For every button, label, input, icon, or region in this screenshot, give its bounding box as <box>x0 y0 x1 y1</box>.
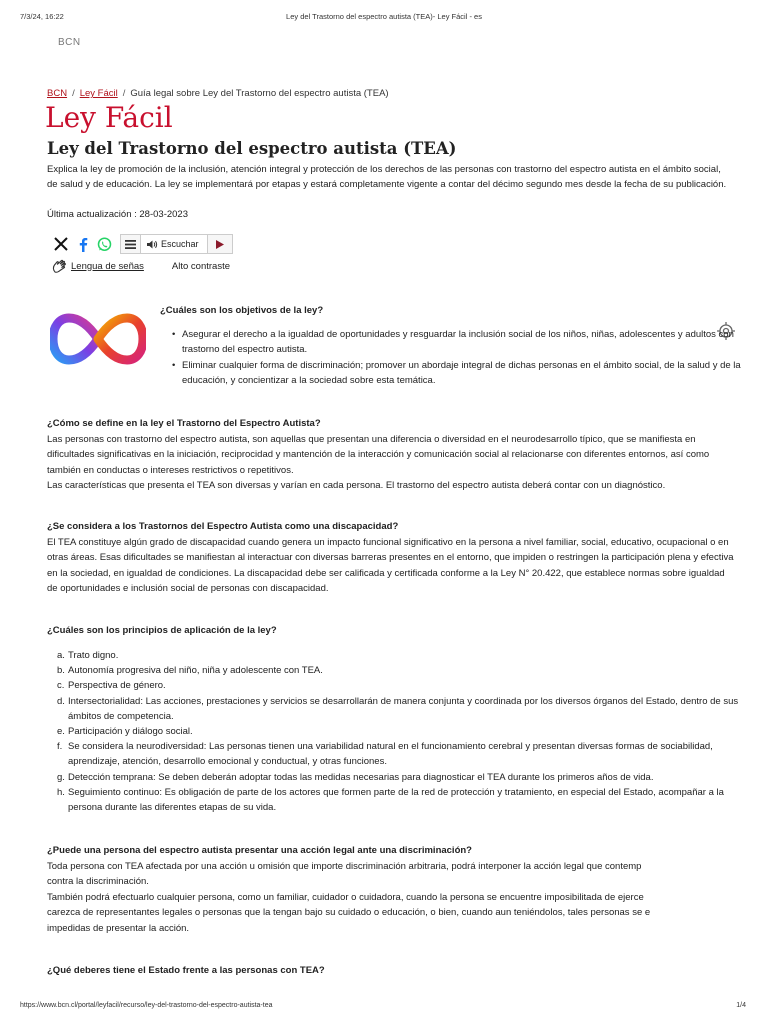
definition-paragraph-2: Las características que presenta el TEA son diversas y varían en cada persona. El trastorno del espectro autista deberá contar con un diagnóstico. <box>47 480 666 491</box>
breadcrumb-home-link[interactable]: BCN <box>47 88 68 99</box>
menu-icon <box>125 240 136 249</box>
listen-button[interactable] <box>141 235 208 253</box>
brand-title: Ley Fácil <box>45 101 173 134</box>
list-item: d. Intersectorialidad: Las acciones, prestaciones y servicios se desarrollarán de manera conjunta y coordinada por los diversos órganos del Estado, dentro de sus ámbitos de competencia. <box>57 695 739 722</box>
objectives-list <box>172 327 742 389</box>
last-updated: Última actualización : 28-03-2023 <box>47 209 188 220</box>
legal-action-line: carezca de representantes legales o personas que la tengan bajo su cuidado o educación, o bien, cuando aun teniéndolos, tales personas se e <box>47 907 651 918</box>
definition-question: ¿Cómo se define en la ley el Trastorno del Espectro Autista? <box>47 418 321 429</box>
disability-paragraph: El TEA constituye algún grado de discapacidad cuando genera un impacto funcional significativo en la persona a nivel familiar, social, educativo, ocupacional o en otras áreas. Esas dificultades se manifiestan al interactuar con diversas barreras presentes en el entorno, que impiden o restringen la participación plena y efectiva en la sociedad, en igualdad de condiciones. La discapacidad debe ser calificada y certificada conforme a la Ley N° 20.422, que establece normas sobre igualdad de oportunidades e inclusión social de personas con discapacidad. <box>47 536 734 594</box>
legal-action-line: impedidas de presentar la acción. <box>47 922 190 934</box>
facebook-icon[interactable] <box>74 236 91 253</box>
principles-section <box>47 623 737 639</box>
list-item: f. Se considera la neurodiversidad: Las personas tienen una variabilidad natural en el funcionamiento cerebral y presentan diversas formas de sociabilidad, aprendizaje, atención, desarrollo emocional y conductual, y otras funciones. <box>57 741 713 768</box>
list-item: g. Detección temprana: Se deben deberán adoptar todas las medidas necesarias para diagnosticar el TEA durante los primeros años de vida. <box>57 771 654 783</box>
player-menu-button[interactable] <box>121 235 141 253</box>
state-duties-question: ¿Qué deberes tiene el Estado frente a las personas con TEA? <box>47 965 325 976</box>
print-url: https://www.bcn.cl/portal/leyfacil/recurso/ley-del-trastorno-del-espectro-autista-tea <box>20 1002 273 1009</box>
legal-action-section <box>47 843 659 936</box>
breadcrumb-current: Guía legal sobre Ley del Trastorno del espectro autista (TEA) <box>130 88 389 99</box>
list-item: a. Trato digno. <box>57 650 119 661</box>
breadcrumb: BCN / Ley Fácil / Guía legal sobre Ley del Trastorno del espectro autista (TEA) <box>47 88 389 99</box>
audio-player <box>120 234 233 254</box>
list-item: e. Participación y diálogo social. <box>57 726 193 738</box>
whatsapp-icon[interactable] <box>96 236 113 253</box>
list-item: • Asegurar el derecho a la igualdad de oportunidades y resguardar la inclusión social de los niños, niñas, adolescentes y adultos con trastorno del espectro autista. <box>172 327 742 357</box>
play-button[interactable] <box>208 235 232 253</box>
accessibility-row <box>52 259 230 273</box>
share-toolbar <box>52 234 233 254</box>
legal-action-line: contra la discriminación. <box>47 876 149 887</box>
print-date: 7/3/24, 16:22 <box>20 12 64 21</box>
intro-text: Explica la ley de promoción de la inclusión, atención integral y protección de los derechos de las personas con trastorno del espectro autista en el ámbito social, de salud y de educación. La ley se implementará por etapas y estará completamente vigente a contar del décimo segundo mes desde la fecha de su publicación. <box>47 164 727 190</box>
high-contrast-toggle[interactable]: Alto contraste <box>171 260 230 272</box>
legal-action-question: ¿Puede una persona del espectro autista presentar una acción legal ante una discriminación? <box>47 845 472 856</box>
autism-infinity-logo <box>50 310 146 368</box>
objectives-question: ¿Cuáles son los objetivos de la ley? <box>160 305 324 316</box>
principles-question: ¿Cuáles son los principios de aplicación de la ley? <box>47 625 277 636</box>
listen-label: Escuchar <box>161 239 199 249</box>
list-item: • Eliminar cualquier forma de discriminación; promover un abordaje integral de dichas personas en el ámbito social, de la salud y de la educación, y concientizar a la sociedad sobre esta temática. <box>172 358 742 388</box>
definition-paragraph: Las personas con trastorno del espectro autista, son aquellas que presentan una diferencia o diversidad en el neurodesarrollo típico, que se manifiesta en dificultades significativas en la iniciación, reciprocidad y mantención de la interacción y comunicación social al relacionarse con diferentes entornos, así como también en conductas o intereses restrictivos o repetitivos. <box>47 433 710 476</box>
x-icon[interactable] <box>52 236 69 253</box>
legal-action-line: También podrá efectuarlo cualquier persona, como un familiar, cuidador o cuidadora, cuando la persona se encuentre imposibilitada de ejerce <box>47 891 644 903</box>
sign-language-link[interactable]: Lengua de señas <box>71 260 144 272</box>
breadcrumb-section-link[interactable]: Ley Fácil <box>79 88 118 99</box>
disability-question: ¿Se considera a los Trastornos del Espectro Autista como una discapacidad? <box>47 521 399 532</box>
play-icon <box>216 240 224 249</box>
page-title: Ley del Trastorno del espectro autista (TEA) <box>47 139 457 158</box>
speaker-icon <box>147 240 158 249</box>
list-item: h. Seguimiento continuo: Es obligación de parte de los actores que formen parte de la red de protección y tratamiento, en especial del Estado, acompañar a la persona durante las diferentes etapas de su vida. <box>57 786 724 814</box>
list-item: c. Perspectiva de género. <box>57 680 166 692</box>
definition-section <box>47 416 737 494</box>
state-duties-section <box>47 963 737 979</box>
legal-action-line: Toda persona con TEA afectada por una acción u omisión que importe discriminación arbitraria, podrá interponer la acción legal que contemp <box>47 860 642 872</box>
site-logo[interactable]: BCN <box>58 37 81 48</box>
disability-section <box>47 519 737 597</box>
principles-list <box>57 648 742 815</box>
list-item: b. Autonomía progresiva del niño, niña y adolescente con TEA. <box>57 665 323 677</box>
sign-language-icon <box>52 259 68 273</box>
page-number: 1/4 <box>736 1002 746 1009</box>
print-title: Ley del Trastorno del espectro autista (TEA)- Ley Fácil - es <box>286 12 482 21</box>
